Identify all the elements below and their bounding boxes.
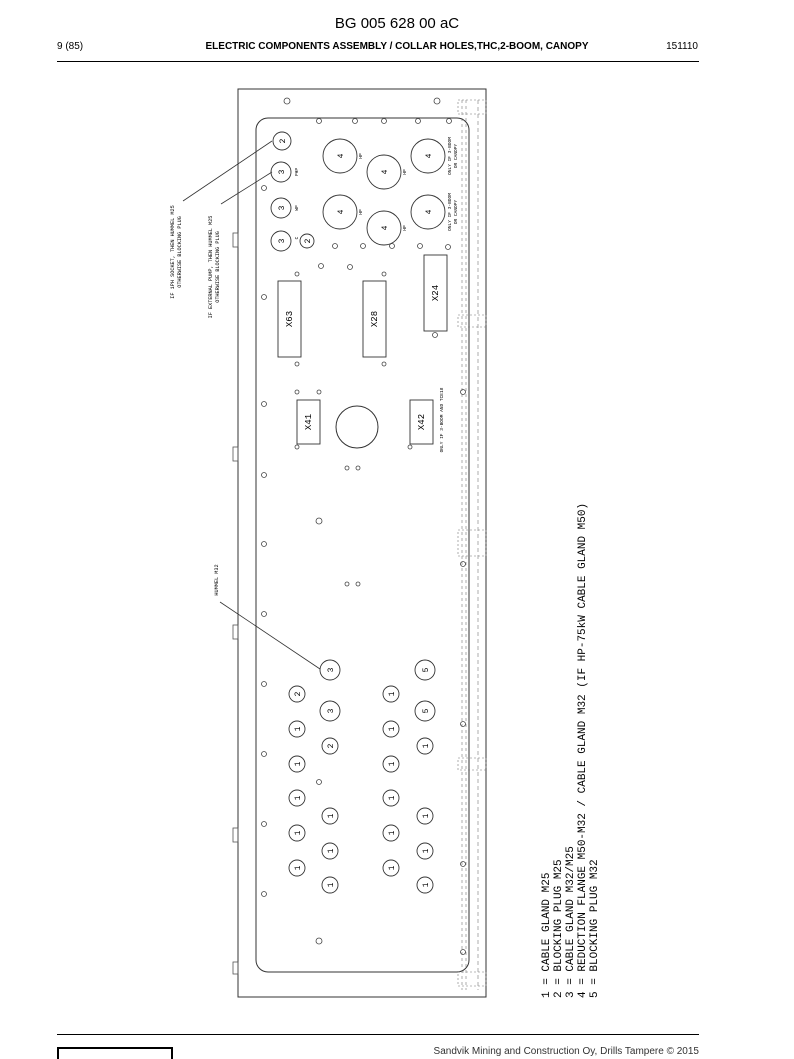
label-x42: X42	[417, 413, 427, 431]
svg-text:2: 2	[279, 138, 288, 144]
svg-text:3: 3	[278, 238, 287, 244]
legend-item-5: 5 = BLOCKING PLUG M32	[589, 859, 601, 998]
svg-text:PHP: PHP	[295, 167, 300, 177]
bottom-glands	[289, 660, 435, 893]
svg-text:2: 2	[327, 743, 336, 749]
svg-text:1: 1	[422, 882, 431, 888]
svg-text:HP: HP	[359, 209, 364, 215]
svg-text:4: 4	[337, 153, 346, 159]
note-hummel-m32: HUMMEL M32	[214, 564, 220, 596]
svg-text:2: 2	[294, 691, 303, 697]
legend	[541, 503, 601, 998]
svg-text:WP: WP	[295, 205, 300, 211]
note-only-3boom-tce18: ONLY IF 3-BOOM AND TCE18	[440, 387, 445, 453]
svg-text:4: 4	[381, 225, 390, 231]
svg-text:1: 1	[388, 795, 397, 801]
svg-text:5: 5	[422, 708, 431, 714]
legend-item-3: 3 = CABLE GLAND M32/M25	[565, 846, 577, 998]
top-small-glands	[271, 132, 314, 251]
note-ext-pump-2: OTHERWISE BLOCKING PLUG	[215, 231, 221, 303]
svg-text:ONLY IF 3-BOOM: ONLY IF 3-BOOM	[448, 137, 453, 175]
label-x41: X41	[304, 413, 314, 431]
label-x24: X24	[431, 284, 441, 302]
footer-company: Sandvik Mining and Construction Oy, Drills Tampere © 2015	[433, 1046, 699, 1057]
svg-text:OR CANOPY: OR CANOPY	[454, 199, 459, 225]
svg-text:1: 1	[294, 795, 303, 801]
note-ext-pump-1: IF EXTERNAL PUMP, THEN HUMMEL M25	[208, 215, 214, 319]
svg-text:4: 4	[425, 209, 434, 215]
svg-text:1: 1	[294, 865, 303, 871]
svg-text:OR CANOPY: OR CANOPY	[454, 143, 459, 169]
svg-text:1: 1	[388, 761, 397, 767]
svg-text:1: 1	[294, 726, 303, 732]
svg-text:1: 1	[422, 848, 431, 854]
label-x63: X63	[285, 310, 295, 328]
svg-text:1: 1	[388, 865, 397, 871]
note-hummel-m25-2: OTHERWISE BLOCKING PLUG	[177, 216, 183, 288]
svg-text:ONLY IF 3-BOOM: ONLY IF 3-BOOM	[448, 193, 453, 231]
svg-text:3: 3	[278, 169, 287, 175]
svg-text:4: 4	[425, 153, 434, 159]
label-x28: X28	[370, 310, 380, 328]
document-number: BG 005 628 00 aC	[334, 15, 460, 32]
svg-text:1: 1	[388, 691, 397, 697]
svg-text:4: 4	[381, 169, 390, 175]
svg-text:HP: HP	[359, 153, 364, 159]
svg-text:5: 5	[422, 667, 431, 673]
svg-text:1: 1	[388, 726, 397, 732]
document-date: 151110	[666, 41, 698, 52]
svg-text:1: 1	[294, 761, 303, 767]
page-number: 9 (85)	[57, 41, 84, 52]
legend-item-1: 1 = CABLE GLAND M25	[541, 872, 553, 998]
legend-item-2: 2 = BLOCKING PLUG M25	[553, 859, 565, 998]
company-logo	[57, 1047, 173, 1059]
legend-item-4: 4 = REDUCTION FLANGE M50-M32 / CABLE GLAND M32 (IF HP-75kW CABLE GLAND M50)	[577, 502, 589, 998]
footer-rule	[57, 1034, 699, 1035]
svg-text:3: 3	[327, 708, 336, 714]
svg-text:C: C	[295, 236, 300, 240]
mounting-holes	[262, 98, 466, 955]
note-hummel-m25-1: IF 1PH SOCKET, THEN HUMMEL M25	[170, 205, 176, 299]
svg-text:1: 1	[388, 830, 397, 836]
svg-text:1: 1	[294, 830, 303, 836]
svg-text:3: 3	[327, 667, 336, 673]
svg-text:1: 1	[327, 813, 336, 819]
plate-inner-outline	[256, 118, 469, 972]
svg-text:4: 4	[337, 209, 346, 215]
svg-text:1: 1	[422, 813, 431, 819]
svg-text:1: 1	[422, 743, 431, 749]
svg-text:1: 1	[327, 882, 336, 888]
document-title: ELECTRIC COMPONENTS ASSEMBLY / COLLAR HOLES,THC,2-BOOM, CANOPY	[205, 41, 589, 52]
svg-text:1: 1	[327, 848, 336, 854]
svg-text:HP: HP	[403, 169, 408, 175]
svg-text:2: 2	[304, 238, 313, 244]
svg-text:3: 3	[278, 205, 287, 211]
svg-text:HP: HP	[403, 225, 408, 231]
